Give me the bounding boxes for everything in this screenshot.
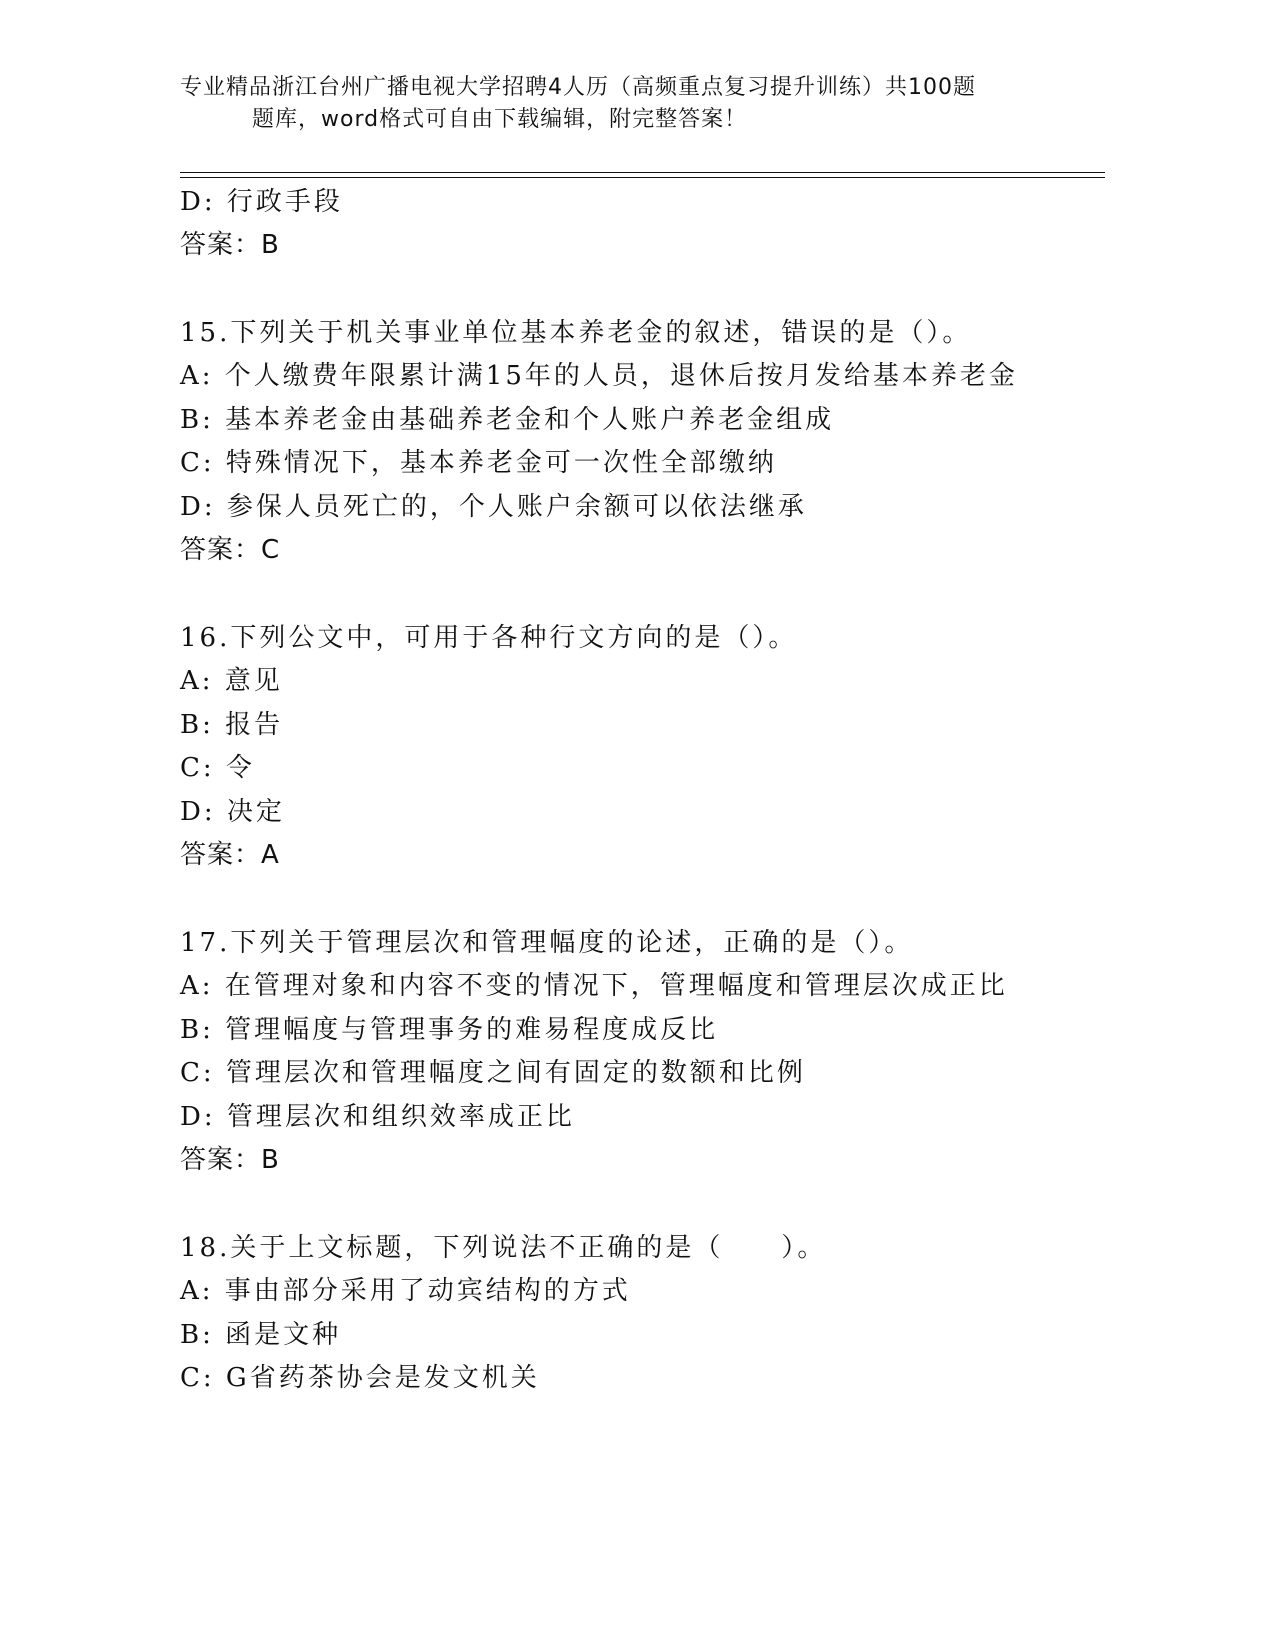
header-title-line-1: 专业精品浙江台州广播电视大学招聘4人历（高频重点复习提升训练）共100题 bbox=[180, 75, 976, 100]
q17-stem: 17.下列关于管理层次和管理幅度的论述，正确的是（）。 bbox=[180, 928, 914, 958]
q18-option-b: B: 函是文种 bbox=[180, 1320, 342, 1350]
q18-option-a: A: 事由部分采用了动宾结构的方式 bbox=[180, 1276, 631, 1306]
q17-option-a: A: 在管理对象和内容不变的情况下，管理幅度和管理层次成正比 bbox=[180, 971, 1008, 1001]
q16-option-d: D: 决定 bbox=[180, 797, 285, 827]
q17-option-d: D: 管理层次和组织效率成正比 bbox=[180, 1102, 575, 1132]
header-rule-bottom bbox=[180, 177, 1105, 178]
q17-option-b: B: 管理幅度与管理事务的难易程度成反比 bbox=[180, 1015, 719, 1045]
prev-answer: 答案：B bbox=[180, 230, 280, 260]
q15-option-d: D: 参保人员死亡的，个人账户余额可以依法继承 bbox=[180, 492, 807, 522]
q15-option-b: B: 基本养老金由基础养老金和个人账户养老金组成 bbox=[180, 405, 835, 435]
q15-answer: 答案：C bbox=[180, 535, 281, 565]
q18-option-c: C: G省药茶协会是发文机关 bbox=[180, 1363, 540, 1393]
q16-stem: 16.下列公文中，可用于各种行文方向的是（）。 bbox=[180, 623, 798, 653]
q16-answer: 答案：A bbox=[180, 840, 280, 870]
q16-option-b: B: 报告 bbox=[180, 710, 284, 740]
q16-option-c: C: 令 bbox=[180, 753, 255, 783]
prev-option-d: D: 行政手段 bbox=[180, 187, 343, 217]
q18-stem: 18.关于上文标题，下列说法不正确的是（ ）。 bbox=[180, 1233, 827, 1263]
q15-stem: 15.下列关于机关事业单位基本养老金的叙述，错误的是（）。 bbox=[180, 318, 972, 348]
q16-option-a: A: 意见 bbox=[180, 666, 283, 696]
q17-answer: 答案：B bbox=[180, 1145, 280, 1175]
document-header bbox=[180, 72, 1080, 136]
header-title-line-2: 题库，word格式可自由下载编辑，附完整答案！ bbox=[252, 107, 748, 132]
q15-option-c: C: 特殊情况下，基本养老金可一次性全部缴纳 bbox=[180, 448, 777, 478]
q15-option-a: A: 个人缴费年限累计满15年的人员，退休后按月发给基本养老金 bbox=[180, 361, 1018, 391]
q17-option-c: C: 管理层次和管理幅度之间有固定的数额和比例 bbox=[180, 1058, 806, 1088]
header-rule-top bbox=[180, 172, 1105, 173]
